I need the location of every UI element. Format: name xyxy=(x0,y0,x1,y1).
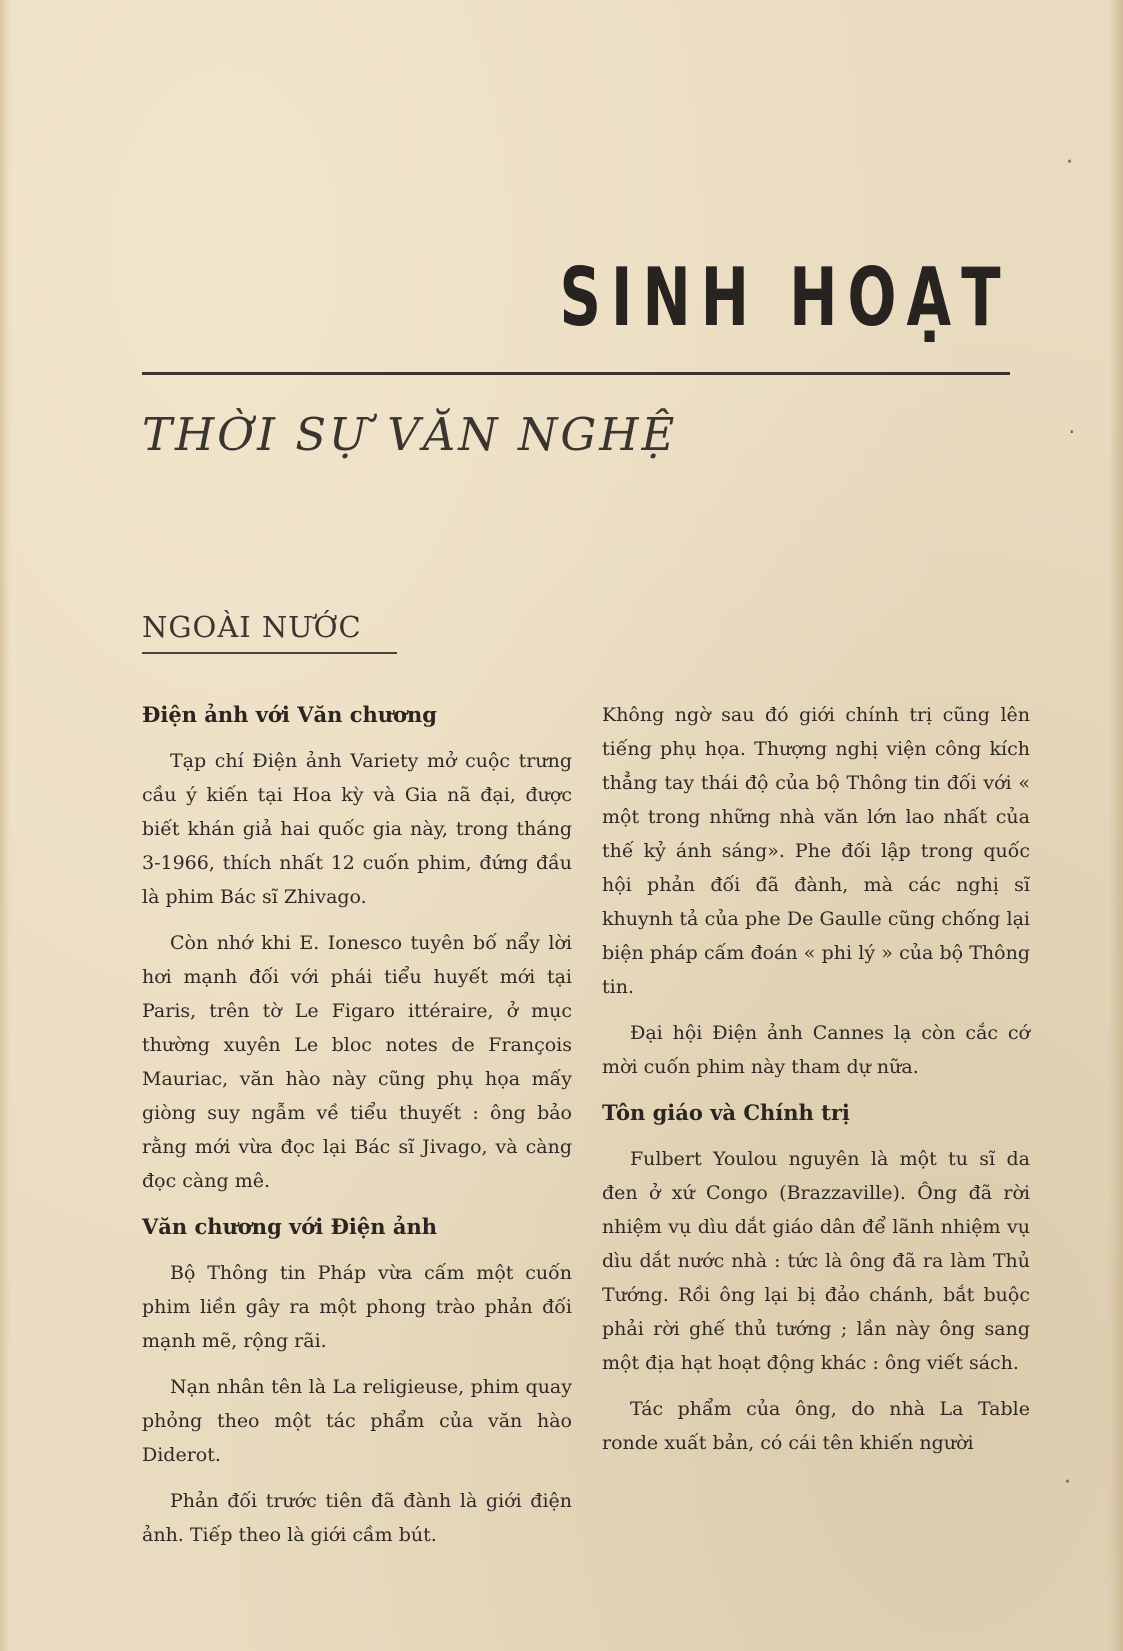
left-column xyxy=(142,698,572,1564)
article-heading: Văn chương với Điện ảnh xyxy=(142,1214,437,1239)
article-paragraph: Fulbert Youlou nguyên là một tu sĩ da đen ở xứ Congo (Brazzaville). Ông đã rời nhiệm vụ dìu dắt giáo dân để lãnh nhiệm vụ dìu dắt nước nhà : tức là ông đã ra làm Thủ Tướng. Rồi ông lại bị đảo chánh, bắt buộc phải rời ghế thủ tướng ; lần này ông sang một địa hạt hoạt động khác : ông viết sách. xyxy=(602,1148,1030,1374)
main-title: SINH HOẠT xyxy=(559,251,1011,344)
article-heading: Tôn giáo và Chính trị xyxy=(602,1100,850,1125)
article-paragraph: Tác phẩm của ông, do nhà La Table ronde xuất bản, có cái tên khiến người xyxy=(602,1398,1030,1454)
subsection-title: NGOÀI NƯỚC xyxy=(142,610,362,644)
paper-speck: · xyxy=(1064,1470,1071,1495)
paper-speck: · xyxy=(1066,150,1073,175)
right-column xyxy=(602,698,1030,1472)
article-paragraph: Còn nhớ khi E. Ionesco tuyên bố nẩy lời hơi mạnh đối với phái tiểu huyết mới tại Paris, trên tờ Le Figaro ittéraire, ở mục thường xuyên Le bloc notes de François Mauriac, văn hào này cũng phụ họa mấy giòng suy ngẫm về tiểu thuyết : ông bảo rằng mới vừa đọc lại Bác sĩ Jivago, và càng đọc càng mê. xyxy=(142,932,572,1192)
title-rule xyxy=(142,372,1010,375)
article-paragraph: Không ngờ sau đó giới chính trị cũng lên tiếng phụ họa. Thượng nghị viện công kích thẳng tay thái độ của bộ Thông tin đối với « một trong những nhà văn lớn lao nhất của thế kỷ ánh sáng». Phe đối lập trong quốc hội phản đối đã đành, mà các nghị sĩ khuynh tả của phe De Gaulle cũng chống lại biện pháp cấm đoán « phi lý » của bộ Thông tin. xyxy=(602,704,1030,998)
paper-edge-right xyxy=(1109,0,1123,1651)
article-paragraph: Nạn nhân tên là La religieuse, phim quay phỏng theo một tác phẩm của văn hào Diderot. xyxy=(142,1376,572,1466)
article-paragraph: Đại hội Điện ảnh Cannes lạ còn cắc cớ mời cuốn phim này tham dự nữa. xyxy=(602,1022,1030,1078)
article-paragraph: Bộ Thông tin Pháp vừa cấm một cuốn phim liền gây ra một phong trào phản đối mạnh mẽ, rộng rãi. xyxy=(142,1262,572,1352)
section-title: THỜI SỰ VĂN NGHỆ xyxy=(142,408,678,461)
article-heading: Điện ảnh với Văn chương xyxy=(142,702,437,727)
paper-speck: · xyxy=(1068,420,1075,444)
article-paragraph: Tạp chí Điện ảnh Variety mở cuộc trưng cầu ý kiến tại Hoa kỳ và Gia nã đại, được biết khán giả hai quốc gia này, trong tháng 3-1966, thích nhất 12 cuốn phim, đứng đầu là phim Bác sĩ Zhivago. xyxy=(142,750,572,908)
paper-edge-left xyxy=(0,0,10,1651)
subsection-rule xyxy=(142,652,397,654)
article-paragraph: Phản đối trước tiên đã đành là giới điện ảnh. Tiếp theo là giới cầm bút. xyxy=(142,1490,572,1546)
